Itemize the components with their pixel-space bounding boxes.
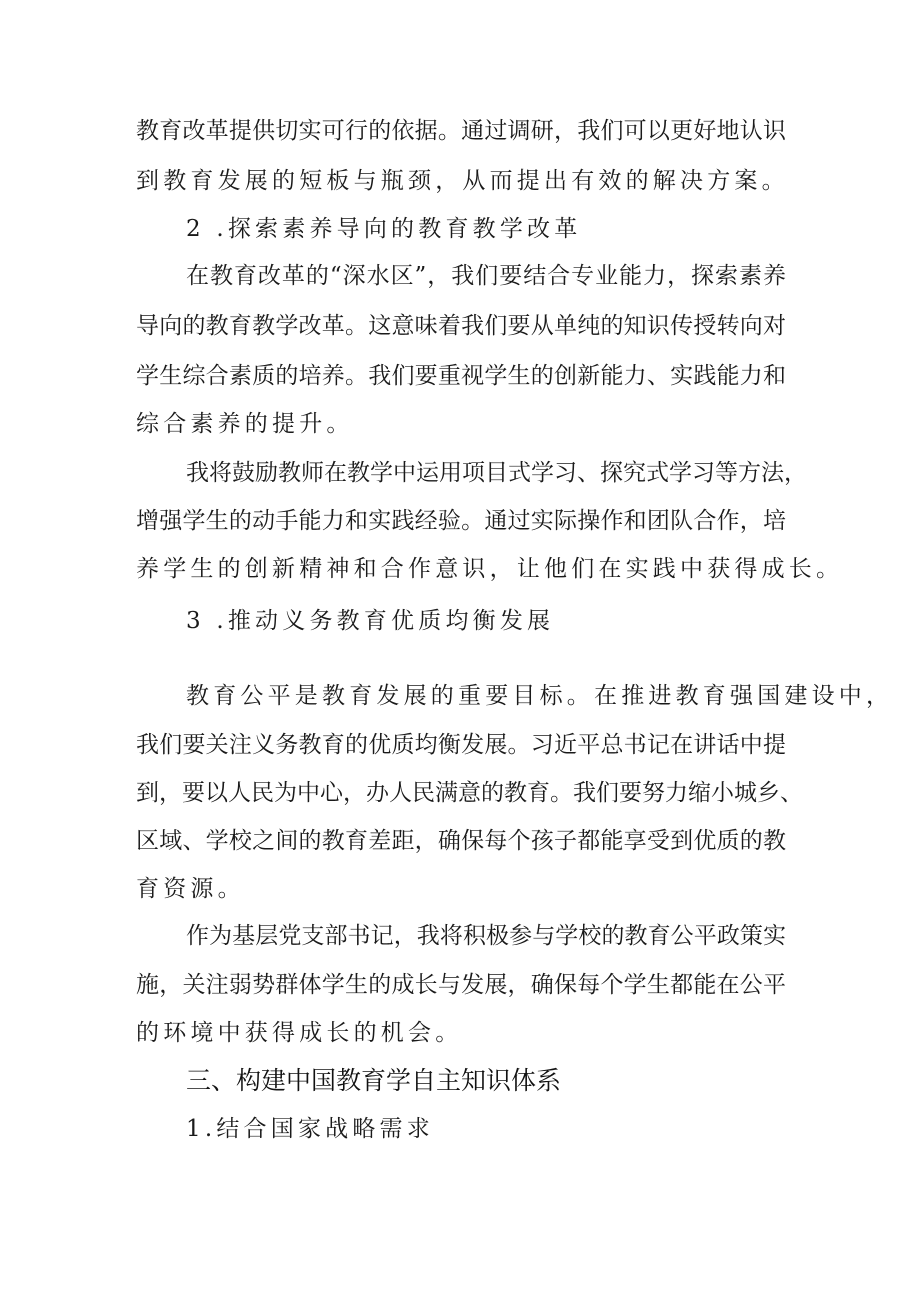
paragraph-line: 增强学生的动手能力和实践经验。通过实际操作和团队合作，培 [136, 508, 786, 534]
paragraph-line: 我们要关注义务教育的优质均衡发展。习近平总书记在讲话中提 [136, 732, 786, 758]
paragraph-line: 到教育发展的短板与瓶颈，从而提出有效的解决方案。 [136, 168, 789, 194]
paragraph-line: 区域、学校之间的教育差距，确保每个孩子都能享受到优质的教 [136, 828, 786, 854]
paragraph-line: 到，要以人民为中心，办人民满意的教育。我们要努力缩小城乡、 [136, 780, 803, 806]
paragraph-line: 我将鼓励教师在教学中运用项目式学习、探究式学习等方法， [186, 460, 807, 486]
chapter-heading-3: 三、构建中国教育学自主知识体系 [186, 1066, 562, 1095]
paragraph-line: 学生综合素质的培养。我们要重视学生的创新能力、实践能力和 [136, 363, 786, 389]
paragraph-line: 施，关注弱势群体学生的成长与发展，确保每个学生都能在公平 [136, 972, 786, 998]
paragraph-line: 导向的教育教学改革。这意味着我们要从单纯的知识传授转向对 [136, 313, 786, 339]
paragraph-line: 作为基层党支部书记，我将积极参与学校的教育公平政策实 [186, 923, 786, 949]
paragraph-line: 教育公平是教育发展的重要目标。在推进教育强国建设中， [186, 683, 894, 709]
subsection-heading-1: 1.结合国家战略需求 [186, 1116, 434, 1142]
paragraph-line: 的环境中获得成长的机会。 [136, 1020, 463, 1046]
section-heading-2: 2 .探索素养导向的教育教学改革 [186, 216, 582, 242]
paragraph-line: 综合素养的提升。 [136, 411, 354, 437]
paragraph-line: 养学生的创新精神和合作意识，让他们在实践中获得成长。 [136, 556, 844, 582]
paragraph-line: 教育改革提供切实可行的依据。通过调研，我们可以更好地认识 [136, 118, 786, 144]
section-heading-3: 3 .推动义务教育优质均衡发展 [186, 608, 555, 634]
paragraph-line: 在教育改革的“深水区”，我们要结合专业能力，探索素养 [186, 263, 786, 289]
paragraph-line: 育资源。 [136, 876, 245, 902]
